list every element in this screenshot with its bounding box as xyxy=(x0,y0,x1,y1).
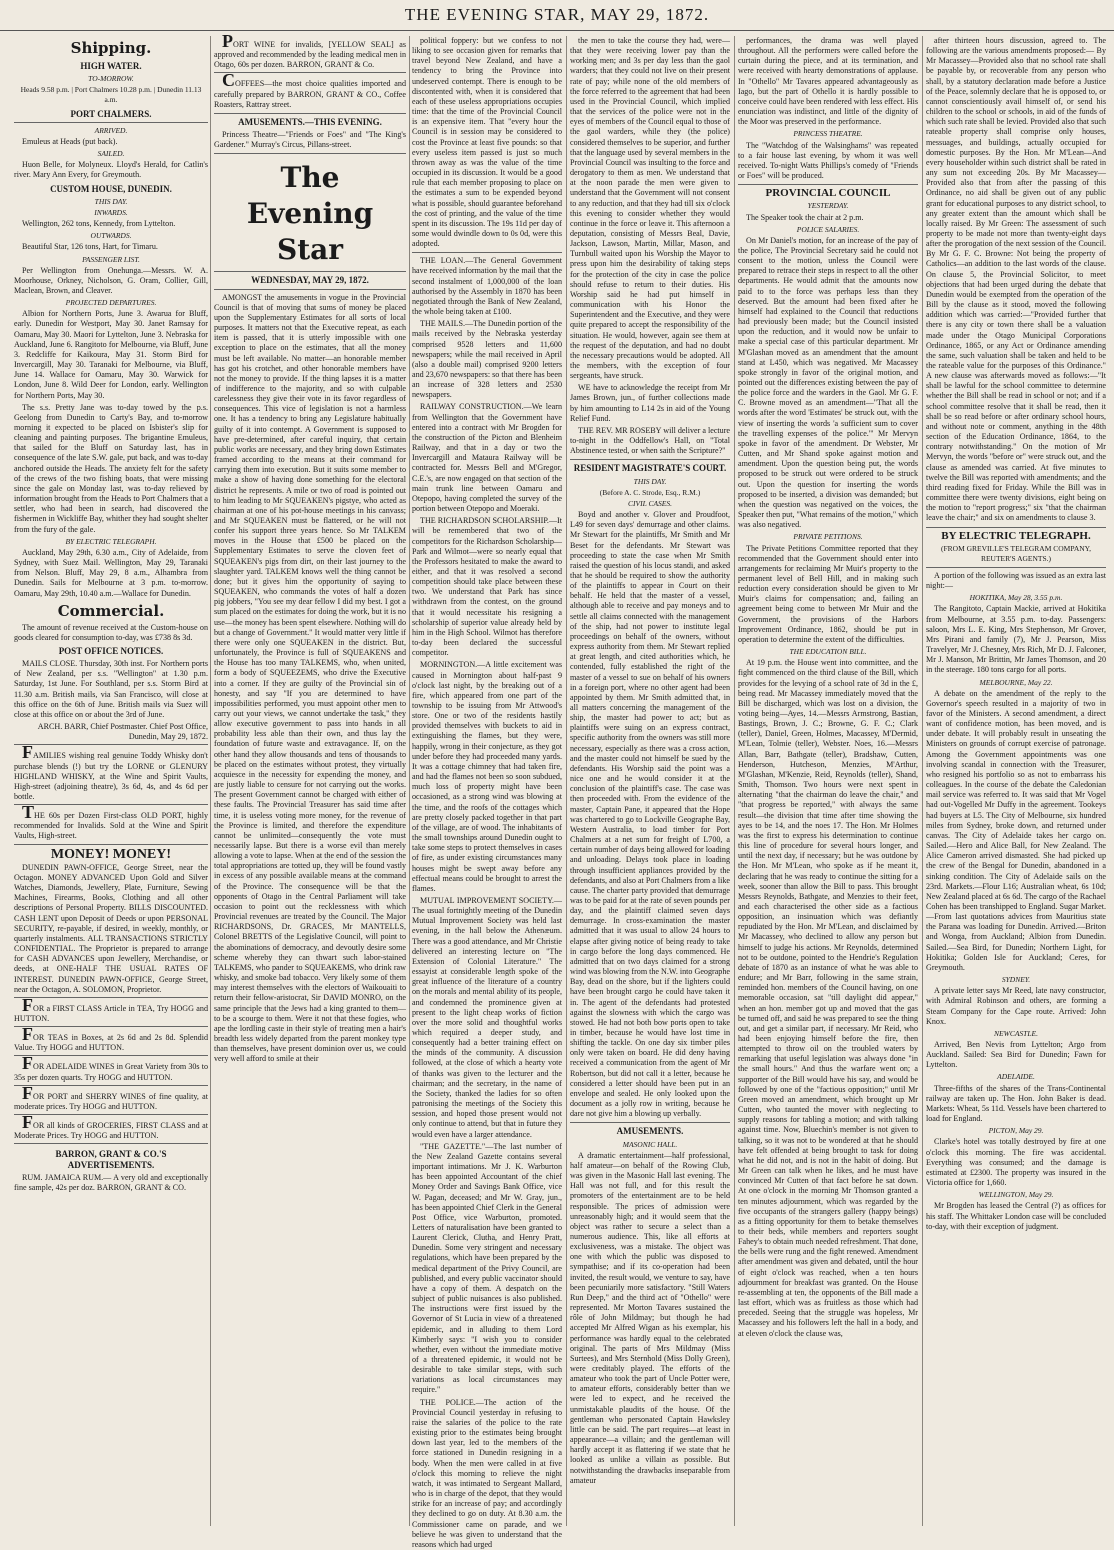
column-2 xyxy=(214,31,406,1526)
amusements-heading: AMUSEMENTS. xyxy=(616,1126,684,1137)
amusements-heading: AMUSEMENTS.—THIS EVENING. xyxy=(238,116,382,127)
port-heading: PORT CHALMERS. xyxy=(70,108,152,119)
ad-adelaide-wines: FOR ADELAIDE WINES in Great Variety from 30s to 35s per dozen quarts. Try HOGG and HUTTON. xyxy=(14,1053,208,1082)
court-day: THIS DAY. xyxy=(633,476,667,486)
melbourne-heading: MELBOURNE, May 22. xyxy=(979,677,1053,687)
masonic-review: A dramatic entertainment—half professional, half amateur—on behalf of the Rowing Club, was given in the Masonic Hall last evening. The Hall was not full, and for this result the promoters of the entertainment are to be held responsible. The prices of admission were unreasonably high; and it would seem that the object was rather to secure a select than a numerous audience. This, like all efforts at exclusiveness, was a mistake. The object was one with which the public was disposed to sympathise; and if its co-operation had been invited, the result would, we venture to say, have been pecuniarily more satisfactory. "Still Waters Run Deep," and the third act of "Othello" were represented. Mr Morton Tavares sustained the rôle of John Mildmay; but though he had accepted Mr Alfred Wigan as his exemplar, his performance was hardly equal to the celebrated original. The parts of Mrs Mildmay (Miss Surtees), and Mrs Sternhold (Miss Dolly Green), were creditably played. The efforts of the amateur who took the part of Uncle Potter were, to amateur efforts, considerably better than we were led to expect, and he received the unmistakable plaudits of the house. Of the gentleman who personated Captain Hawksley little can be said. The part requires—at least in appearance—a villain; and the gentleman will hardly accept it as flattering if we state that he looked as unlike a villain as possible. But notwithstanding the drawbacks inseparable from amateur xyxy=(570,1150,730,1485)
tomorrow-label: TO-MORROW. xyxy=(88,74,134,84)
news-police: THE POLICE.—The action of the Provincial Council yesterday in refusing to raise the salaries of the police to the rate existing prior to the estimates being brought down last year, led to the members of the force stationed in Dunedin resigning in a body. When the men were called in at five o'clock this morning to relieve the night watch, it was intimated to Sergeant Mallard, who is in charge of the depot, that they would strike for an increase of pay; and accordingly they declined to go on duty. At 8.30 a.m. the Commissioner came on parade, and we believe he was given to understand that the reasons which had urged xyxy=(412,1397,562,1549)
column-rule xyxy=(922,36,923,1526)
news-gazette: "THE GAZETTE."—The last number of the New Zealand Gazette contains several important intimations. Mr J. K. Warburton has been appointed Accountant of the chief Money Order and Savings Bank Office, vice W. Pagan, deceased; and Mr W. Gray, jun., has been appointed Chief Clerk in the General Post Office, vice Warburton, promoted. Letters of naturalisation have been granted to Laurent Clerick, Clutha, and Henry Pratt, Dunedin. Some very stringent and necessary regulations, which have been prepared by the medical department of the Privy Council, are published, and every public vaccinator should have a copy of them. A despatch on the subject of public nuisances is also published. The instructions were first issued by the Governor of St Lucia in view of a threatened epidemic, and in alluding to them Lord Kimberly says: "I wish you to consider whether, even without the immediate motive of a threatened epidemic, it would not be desirable to take similar steps, with such variations as local circumstances may require." xyxy=(412,1141,562,1395)
council-report: On Mr Daniel's motion, for an increase of the pay of the police, The Provincial Secretary said he could not consent to the motion, unless the Council were prepared to retrace their steps in respect to all the other departments. He would admit that the amounts now paid to to the force was perhaps less than they deserved. But the amount had been fixed after he himself had explained to the Council that reductions had previously been made; but the Council insisted upon the reduction, and it would now be unfair to make a special case of this particular department. Mr M'Glashan moved as an amendment that the amount stand at L450, which was negatived. Mr Macassey spoke strongly in favor of the original motion, and pointed out the differences existing between the pay of the police force and the warders in the Gaol. Mr G. F. C. Browne moved as an amendment—"That all the words after the word 'Estimates' be struck out, with the view of inserting the words 'a sufficient sum to cover the travelling expenses of the police.'" Mr Mervyn spoke in favor of the amendment. Dr Webster, Mr Cutten, and Mr Shand spoke against motion and amendment. Upon the question being put, the words proposed to be struck out were ordered to be struck out. Upon the question for inserting the words proposed to be inserted, a division was demanded; but when the question was negatived on the voices, the Speaker then put, "What remains of the motion," which was also negatived. xyxy=(738,235,918,530)
petitions-text: The Private Petitions Committee reported that they recommended that the Government should enter into arrangements for reclaiming Mr Muir's property to the permanent level of Bell Hill, and in making such reduction every consideration should be given to Mr Muir's claims for compensation; and, failing an agreement being come to between Mr Muir and the Government, the provisions of the Harbors Improvement Ordinance, 1862, should be put in operation to determine the extent of the difficulties. xyxy=(738,543,918,644)
leader-article: AMONGST the amusements in vogue in the Provincial Council is that of moving that sums of money be placed upon the Supplementary Estimates for all sorts of local purposes. It matters not that the Executive repeat, as each item is passed, that it is utterly impossible with one exception to place on the estimates, that all the money must be left available. No matter—an honorable member has got his crotchet, and other honorable members have not the money to provide. If the thing lapses it is a matter of indifference to the majority, and so with culpable carelessness they give their vote in its favor regardless of consequences. This vice of legislation is not a harmless one. It has a tendency to bring any Legislature habitually guilty of it into contempt. A Government is supposed to have pre-determined, after careful inquiry, that certain public works are necessary, and they bring down Estimates framed according to the means at their command for carrying them into execution. But it suits some member to make a show of having done something for the electoral district he represents. A mile or two of road is pointed out to him leading to Mr SQUEAKEN's pigstye, who acted as chairman at one of his pot-house meetings in his canvass; and Mr SQUEAKEN must be flattered, or he will not confer his support three years hence. So Mr TALKEM moves in the House that £500 be placed on the Supplementary Estimates to serve the cloven feet of SQUEAKEN's pigs from dirt, on their last journey to the slaughter yard. TALKEM knows well the thing cannot be done; but it gives him the opportunity of saying to SQUEAKEN, who commands the votes of half a dozen pig jobbers, "You see my dear fellow I did my best. I got a sum placed on the estimates for doing the work, but it is no use—the money has been spent elsewhere. Nothing will do but a change of Government." It would matter very little if there were only one SQUEAKEN in the district. But, unfortunately, the Province is full of SQUEAKENS and the House has too many TALKEMS, who, when united, form a body of SQUEEZEMS, who drive the Executive into a corner. If they are guilty of the Provincial sin of honesty, and say "If you are determined to have impossibilities performed, you must appoint other men to carry out your views, we cannot undertake the task," they allow executive government to pass into hands in all probability less able than their own, and thus lay the foundation of future waste and extravagance. If, on the other hand they allow thousands and tens of thousands to be placed on the estimates without protest, they virtually acquiesce in the necessity for expending the money, and are justly liable to censure for not carrying out the works. The present Government cannot be charged with either of these faults. The Provincial Treasurer has said time after time, it is useless voting more money, for the revenue of the Province is limited, and therefore the expenditure cannot be unlimited—consequently the vote must necessarily lapse. But there is a worse evil than merely allowing a vote to lapse. When at the end of the session the total appropriations are totted up, they will be found vastly in excess of any possible available means at the command of the Province. The consequence will be that the opponents of Otago in the Central Parliament will take occasion to point out the recklessness with which Provincial revenues are treated by the Council. The Major RICHARDSONS, Dr. GRACES, Mr MANTELLS, Colonel BRETTS of the Legislative Council, will point to the abominations of democracy, and devoutly desire some scheme whereby they can thwart such labor-stained TALKEMS, who pander to SQUEAKEMS, who drink raw whisky, and smoke bad tobacco. Very likely some of them may interest themselves with the electors of Waikouaiti to return their fellow-aristocrat, Sir DAVID MONRO, on the same principle that the Jews had a king granted to them—to be a scourge to them. Were it not that these fogies, who ape the lordling caste in their style of treating men a hair's breadth less widely departed from the parent monkey type than themselves, have present dominion over us, we could very well afford to smile at their xyxy=(214,292,406,1064)
arrived-heading: ARRIVED. xyxy=(94,125,128,135)
masonic-continued: performances, the drama was well played throughout. All the performers were called before the curtain during the piece, and at its termination, and were received with hearty demonstrations of applause. In "Othello" Mr Tavares appeared advantageously as Iago, but the part of Othello it is hardly possible to conceive could have been rendered with less effect. His enunciation was indistinct, and little of the dignity of the Moor was preserved in the performance. xyxy=(738,36,918,127)
postmaster-signature: ARCH. BARR, Chief Postmaster. Chief Post Office, Dunedin, May 29, 1872. xyxy=(37,722,208,742)
princess-text: The "Watchdog of the Walsinghams" was repeated to a fair house last evening, by whom it was well received. To-night Watts Phillips's comedy of "Friends or Foes" will be produced. xyxy=(738,140,918,181)
ad-old-port: THE 60s per Dozen First-class OLD PORT, highly recommended for Invalids. Sold at the Wine and Spirit Vaults, High-street. xyxy=(14,802,208,841)
mails-text: MAILS CLOSE. Thursday, 30th inst. For Northern ports of New Zealand, per s.s. "Wellington" at 1.30 p.m. Saturday, 1st June. For Southland, per s.s. Storm Bird at 11.30 a.m. British mails, via San Francisco, will close at this office on the 6th of June. British mails via Suez will close at this office on or about the 3rd of June. xyxy=(14,659,208,719)
education-continued: after thirteen hours discussion, agreed to. The following are the various amendments proposed:— By Mr Macassey—Provided also that no school rate shall be payable by, or recoverable from any person who shall, by a statutory declaration made before a Justice of the Peace, solemnly declare that he is opposed to, or cannot conscientiously avail himself of, or send his children to the school or schools, in aid of the funds of which such rate shall be levied. Provided also that such rateable property shall comprise only houses, messuages, and buildings, actually occupied for domestic purposes. By the Hon. Mr M'Lean—And every householder within such district shall be rated in any sum not exceeding 20s. By Mr Macassey—Provided also that from after the passing of this Ordinance, no aid shall be given out of any public grant for educational purposes to any district school, to any greater extent than the amount which shall be locally raised. By Mr Green: The assessment of such property to be made not more than twenty-eight days after the prorogation of the next session of the Council. By Mr G. F. C. Browne: Not being the property of Catholics—an addition to the last words of the clause. On clause 5, the Provincial Solicitor, to meet objections that had been urged during the debate that Dunedin would be exempted from the operation of the Bill by the clause as it stood, moved the following addition which was carried:—"Provided further that there is any city or town there shall be a valuation made under the Otago Municipal Corporations Ordinance, 1865, or any Act or Ordinance amending the same, such valuation shall be taken and held to be the rateable value for the purposes of this Ordinance." A new clause was afterwards moved as follows:—"It shall be lawful for the school committee to determine whether the Bill shall be read in school or not; and if a school committee resolve that it shall be read, then it shall be so read before or after ordinary school hours, and without note or comment, anything in the 48th section of the Education Ordinance, 1864, to the contrary notwithstanding." On the motion of Mr Mervyn, the words "before or" were struck out, and the clause as amended was carried. At five minutes to twelve the Bill was reported with amendments; and the third reading fixed for Friday. While the Bill was in committee there were twenty divisions, eight being on the motion to "report progress;" six "that the chairman leave the chair;" and six on amendments to clause 3. xyxy=(926,36,1106,523)
shipping-news: The s.s. Pretty Jane was to-day towed by the p.s. Geelong from Dunedin to Carty's Bay, and to-morrow morning it expected to be placed on Isbister's slip for cleaning and painting purposes. The brigantine Emuleus, that sailed for the Bluff on Saturday last, has in consequence of the late S.W. gale, put back, and was to-day anchored outside the Heads. The anxiety felt for the safety of the crews of the two fishing boats, that were missing since the gale on Monday last, was to-day relieved by information brought from the Heads to Port Chalmers that a settler, who had been in search, had discovered the fishermen in Wickliffe Bay, whither they had sought shelter from the fury of the gale. xyxy=(14,402,208,534)
news-railway: RAILWAY CONSTRUCTION.—We learn from Wellington that the Government have entered into a contract with Mr Brogden for the construction of the Picton and Blenheim Railway, and that in a day or two the Invercargill and Mataura Railway will be contracted for. Messrs Bell and M'Gregor, C.E.'s, are now engaged on that section of the main trunk line between Oamaru and Otepopo, having completed the survey of the portion between Otepopo and Moeraki. xyxy=(412,402,562,514)
hokitika-text: The Rangitoto, Captain Mackie, arrived at Hokitika from Melbourne, at 3.55 p.m. to-day. Passengers: saloon, Mrs L. E. King, Mrs Stephenson, Mr Grover, Mrs Pirani and family (7), Mr J. Pearson, Miss Travelyer, Mr J. Chesney, Mrs Rich, Mr D. J. Falconer, Mr J. Manson, Mr Brittin, Mr James Thomson, and 20 in the steerage. 180 tons cargo for all ports. xyxy=(926,604,1106,675)
ad-port-sherry: FOR PORT and SHERRY WINES of fine quality, at moderate prices. Try HOGG and HUTTON. xyxy=(14,1082,208,1111)
ad-families: FAMILIES wishing real genuine Toddy Whisky don't purchase blends (!) but try the LORNE or GLENURY HIGHLAND WHISKY, at the Wine and Spirit Vaults, High-street (adjoining theatre), 3s 6d, 4s, and 4s 6d per bottle. xyxy=(14,742,208,801)
newcastle-text: Arrived, Ben Nevis from Lyttelton; Argo from Auckland. Sailed: Sea Bird for Dunedin; Fawn for Lyttelton. xyxy=(926,1040,1106,1070)
adelaide-text: Three-fifths of the shares of the Trans-Continental railway are taken up. The Hon. John Baker is dead. Markets: Wheat, 5s 11d. Vessels have been chartered to load for England. xyxy=(926,1083,1106,1124)
column-5 xyxy=(738,36,918,1526)
shipping-heading: Shipping. xyxy=(70,39,152,57)
column-6 xyxy=(926,36,1106,1526)
ad-tea: FOR a FIRST CLASS Article in TEA, Try HOGG and HUTTON. xyxy=(14,994,208,1023)
sailed-text: Huon Belle, for Molyneux. Lloyd's Herald, for Catlin's river. Mary Ann Every, for Greymouth. xyxy=(14,160,208,180)
news-receipt: WE have to acknowledge the receipt from Mr James Brown, jun., of further collections made by him amounting to L14 2s in aid of the Young Relief Fund. xyxy=(570,383,730,423)
telegraph-heading: BY ELECTRIC TELEGRAPH. xyxy=(65,536,157,546)
departures-text: Albion for Northern Ports, June 3. Awarua for Bluff, early. Dunedin for Westport, May 30. Janet Ramsay for Oamaru, May 30. Maori for Lyttelton, June 3. Nebraska for Auckland, June 6. Rangitoto for Melbourne, via Bluff, June 3. Redcliffe for Kaikoura, May 31. Storm Bird for Invercargill, May 30. Taranaki for Melbourne, via Bluff, June 14. Wallace for Oamaru, May 30. Warwick for London, June 8. Wild Deer for London, early. Wellington for Northern Ports, May 30. xyxy=(14,309,208,400)
ad-coffees: COFFEES—the most choice qualities imported and carefully prepared by BARRON, GRANT & CO., Coffee Roasters, Rattray street. xyxy=(214,70,406,109)
ad-money-heading: MONEY! MONEY! xyxy=(50,846,172,862)
telegraph-text: Auckland, May 29th, 6.30 a.m., City of Adelaide, from Sydney, with Suez Mail. Wellington, May 29, Taranaki from Nelson. Bluff, May 29, 8 a.m., Alhambra from Dunedin. Sails for Melbourne at 3 p.m. to-morrow. Oamaru, May 29th, 10.40 a.m.—Wallace for Dunedin. xyxy=(14,547,208,598)
inwards-heading: INWARDS. xyxy=(94,207,128,217)
wellington-heading: WELLINGTON, May 29. xyxy=(978,1190,1054,1200)
column-3 xyxy=(412,36,562,1549)
police-continued: the men to take the course they had, were—that they were receiving lower pay than the working men; and 3s per day less than the gaol warders; that they could not live on their present rate of pay; while none of the old members of the force referred to the agreement that had been used in the Provincial Council, which implied that the services of the police were not in the eyes of members of the Council equal to those of the gaol warders, while they (the police) considered themselves to be superior, and further that the language used by several members in the Provincial Council was insulting to the force and derogatory to them as men. We understand that at the noon parade the men were given to understand that the Government will not consent to any reduction, and that they had till six o'clock this evening to consider whether they would continue in the force or leave it. This afternoon a deputation, consisting of Messrs Beal, Davie, Jackson, Lawson, Martin, Millar, Mason, and Turnbull waited upon his Worship the Mayor to press upon him the desirability of taking steps for the protection of the city in case the police should refuse to return to their duties. His Worship said he had put himself in communication with his Honor the Superintendent and the Executive, and they were quite prepared to accept the responsibility of the situation. He would, however, again see them at the request of the deputation, and had no doubt the necessary precautions would be adopted. All the members, with the exception of four sergeants, have struck. xyxy=(570,36,730,381)
council-heading: PROVINCIAL COUNCIL xyxy=(765,187,891,200)
news-roseby-lecture: THE REV. MR ROSEBY will deliver a lecture to-night in the Oddfellow's Hall, on "Total Abstinence tested, or when saith the Scripture?" xyxy=(570,425,730,456)
departures-heading: PROJECTED DEPARTURES. xyxy=(65,298,157,308)
sydney-text: A private letter says Mr Reed, late navy constructor, with Admiral Robinson and others, are forming a Steam Company for the Cape route. Arrived: John Knox. xyxy=(926,986,1106,1026)
picton-heading: PICTON, May 29. xyxy=(988,1126,1044,1136)
arrived-text: Emuleus at Heads (put back). xyxy=(22,136,118,146)
column-rule xyxy=(409,36,410,1526)
high-water-heading: HIGH WATER. xyxy=(80,61,142,71)
column-4 xyxy=(570,36,730,1526)
hokitika-heading: HOKITIKA, May 28, 3.55 p.m. xyxy=(969,593,1063,603)
adelaide-heading: ADELAIDE. xyxy=(997,1072,1035,1082)
column-1 xyxy=(14,36,208,1526)
council-day: YESTERDAY. xyxy=(807,201,849,211)
leader-continued: political foppery: but we confess to not liking to see occasion given for remarks that travel beyond New Zealand, and have a tendency to bring the Province into undeserved contempt. There is enough to be discontented with, when it is considered that each of these useless appropriations occupies time: that the time of the Provincial Council is an expensive item. That "every hour the Council is in session may be considered to cost the Province at least five pounds: so that every useless item passed is just so much thrown away as was the value of the time occupied in its discussion. It would be a good rule that each member proposing to place on the estimates a sum to be expended beyond what is possible, should guarantee beforehand the cost of printing, and the value of the time spent in its discussion. The 19s 11d per day of some would dwindle down to 0s 0d, were this adopted. xyxy=(412,36,562,249)
column-rule xyxy=(734,36,735,1526)
news-loan: THE LOAN.—The General Government have received information by the mail that the second instalment of 1,000,000 of the loan authorised by the Assembly in 1870 has been negotiated through the Bank of New Zealand, the whole being taken at £100. xyxy=(412,256,562,317)
telegraph-source: (FROM GREVILLE'S TELEGRAM COMPANY, REUTER'S AGENTS.) xyxy=(941,543,1091,563)
court-report: Boyd and another v. Glover and Proudfoot, L49 for seven days' demurrage and other claims. Mr Stewart for the plaintiffs, Mr Smith and Mr Beset for the defendants. Mr Stewart was proceeding to state the case when Mr Smith raised the question of his locus standi, and asked that he should be required to show the authority of the plaintiffs to appear in Court on their behalf. He held that the master of a vessel, although able to receive and pay moneys and to settle all claims connected with the management of the ship, had not power to institute legal proceedings on behalf of the owners, without express authority from them. Mr Stewart replied at great length, and cited authorities which, he contended, fully established the right of the master of a vessel to sue on behalf of his owners in a foreign port, where no other agent had been appointed by them. Mr Smith admitted that, in all matters concerning the management of the ship, the master had power to act; but as plaintiffs were suing on an express contract, specific authority from the owners was still more necessary, especially as there was a cross action, and the master could not himself be sued by the defendants. His Worship said the point was a nice one and he would consider it at the conclusion of the plaintiff's case. The case was then proceeded with. From the evidence of the master, Captain Pane, it appeared that the Hope was chartered to go to Lockville Geographe Bay, Western Australia, to load timber for Port Chalmers at a net sum for freight of L700, a certain number of days being allowed for loading and unloading. Delays took place in loading through insufficient appliances provided by the defendants, and also at Port Chalmers from a like cause. The charter party provided that demurrage was to be paid for at the rate of seven pounds per day, and the plaintiff claimed seven days demurrage. In cross-examination the master admitted that it was usual to allow 24 hours to elapse after giving notice of being ready to take in cargo before the long days commenced. He admitted that on two days claimed for a strong wind was blowing from the N.W. into Geographe Bay, dead on the shore, but if the lighters could have been brought cargo he could have taken it in. The agent of the defendants had protested against the slowness with which the cargo was stowed. He had not both bow ports open to take in timber, because he would have lost time in shifting the tackle. On one day six timber piles only were taken on board. He did deny having received a communication from the agent of Mr Robertson, but did not call it a letter, because he considered a letter should have been put in an envelope and sealed. He only looked upon the document as a jolly row in writing, because he dare not give him a blowing up verbally. xyxy=(570,510,730,1119)
news-mornington: MORNINGTON.—A little excitement was caused in Mornington about half-past 9 o'clock last night, by the breaking out of a fire, which appeared from one part of the township to be issuing from Mr Attwood's store. One or two of the residents hastily provided themselves with buckets to aid in extinguishing the flames, but they were, happily, wrong in their conjecture, as they got under before they had proceeded many yards. It was a cottage chimney that had taken fire, and had the flames not been so soon subdued, much loss of property might have been occasioned, as a strong wind was blowing at the time, and the roofs of the cottages which are pretty closely packed together in that part of the village, are of wood. The inhabitants of the small townships around Dunedin ought to take some steps to protect themselves in cases of fire, as under existing circumstances many houses might be swept away before any effectual means could be brought to arrest the flames. xyxy=(412,660,562,893)
ad-groceries: FOR all kinds of GROCERIES, FIRST CLASS and at Moderate Prices. Try HOGG and HUTTON. xyxy=(14,1112,208,1141)
news-mutual-improvement: MUTUAL IMPROVEMENT SOCIETY.—The usual fortnightly meeting of the Dunedin Mutual Improvement Society was held last evening, in the hall below the Athenæum. There was a good attendance, and Mr Christie delivered an interesting lecture on "The Extension of Colonial Literature." The essayist at considerable length spoke of the great influence of the literature of a country on the morals and mental ability of its people, and condemned the prominence given at present to the light cheap works of fiction over the more solid and thoughtful works which required a deeper study, and consequently had a better training effect on the minds of the community. A discussion followed, at the close of which a hearty vote of thanks was given to the lecturer and the chairman; and the secretary, in the name of the Society, thanked the ladies for so often patronising the meetings of the Society this session, and hoped those present would not only continue to attend, but that in future they would even have a larger attendance. xyxy=(412,895,562,1139)
news-mails: THE MAILS.—The Dunedin portion of the mails received by the Nebraska yesterday comprised 9528 letters and 11,600 newspapers; while the mail received in April (also a double mail) comprised 9200 letters and 23,670 newspapers: so that there has been an increase of 328 letters and 2530 newspapers. xyxy=(412,319,562,400)
education-report: At 19 p.m. the House went into committee, and the fight commenced on the third clause of the Bill, which provides for the levying of a school rate of 3d in the £, being read. Mr Macassey immediately moved that the Bill be discharged, which was lost on a division, the voting being—Ayes, 14.—Messrs Armstrong, Bastian, Bastings, Brown, J. C.; Browne, G. F. C.; Clark (teller), Daniel, Green, Holmes, Macassey, M'Dermid, M'Lean, Tolmie (teller), Webster. Noes, 16.—Messrs Allan, Barr, Bathgate (teller), Bradshaw, Cutten, Henderson, Hutcheson, Menzies, M'Arthur, M'Glashan, M'Kenzie, Reid, Reynolds (teller), Shand, Smith, Thomson. Two hours were next spent in alternating "that the chairman do leave the chair," and "that progress be reported," with always the same result—the division that time after time showing the ayes to be 14, and the noes 17. The Hon. Mr Holmes was the first to express his determination to continue this line of procedure for several hours longer, and until the next day, if necessary; but he was outdone by the Hon. Mr M'Lean, who spoke as if he meant it, declaring that he was ready to continue the sitting for a week, sooner than allow the Bill to pass. This brought Messrs Reynolds, Bathgate, and Menzies to their feet, and each characterised the other side as a factious opposition, an insinuation which was defiantly repudiated by the Hon. Mr M'Lean, and disclaimed by Mr Macassey, who declined to allow any person but himself to judge his actions. Mr Reynolds, determined not to be outdone, pointed to the Hendrie's Regulation debate of 1870 as an instance of what he was able to endure; and Mr Barr, following in the same strain, reminded hon. members of the Council having, on one memorable occasion, sat "till daylight did appear," when an hon. member got up and moved that the gas be turned off, and said he was prepared to see the thing out, and get a similar part, if necessary. Mr Reid, who had been enjoying himself before the fire, then attempted to throw oil on the troubled waters by remarking that useful legislation was always done "in the small hours." And thus the warfare went on; a supporter of the Bill would have his say, and would be followed by one of the "factious opposition;" until Mr Green moved an amendment, which brought up Mr Cutten, who taunted the mover with neglecting to supply reasons for tabling a motion; and with talking against time. Now, Bluechin's member is not given to talking, so it was not to be wondered at that he should have felt offended at being brought to task for doing what he did not, and is not in the habit of doing. But Mr Green can talk when he likes, and he must have convinced Mr Cutten of that fact before he sat down. At one o'clock in the morning Mr Thomson granted a ten minutes adjournment, which was regarded by the five occupants of the strangers gallery (happy beings) as a fitting opportunity for them to betake themselves to their beds, while members and reporters sought Fahey's to obtain much needed refreshment. That done, the bells were rung and the fight renewed. Amendment after amendment was given and debated, until the hour of eight o'clock was reached, when a ten hours adjournment for breakfast was granted. On the House re-assembling at ten, the opponents of the Bill made a last effort, which was as fruitless as those which had preceded. Seeing that the struggle was hopeless, Mr Macassey and his followers left the hall in a body, and at eleven o'clock the clause was, xyxy=(738,658,918,1338)
inwards-text: Wellington, 262 tons, Kennedy, from Lyttelton. xyxy=(22,219,176,229)
passenger-heading: PASSENGER LIST. xyxy=(82,254,140,264)
wellington-text: Mr Brogden has leased the Central (?) as offices for his staff. The Whittaker London case will be concluded to-day, with their exception of judgment. xyxy=(926,1201,1106,1231)
melbourne-text: A debate on the amendment of the reply to the Governor's speech resulted in a majority of two in favor of the Ministers. A second amendment, a direct want of confidence motion, has been moved, and is under debate. It will probably result in unseating the Ministers on grounds of corrupt exercise of patronage. Among the Government appointments was one involving scandal in connection with the Treasurer, who resigned his portfolio so as not to embarrass his colleagues. In the course of the debate the Caledonian mail service was referred to. It was said that Mr Vogel had out-Vogelled Mr Duffy in the agreement. Tookeys had buyers at L5. The City of Melbourne, six hundred miles from Sydney, broke down, and returned under canvas. The City of Adelaide takes her cargo on. Sailed.—Hero and Alice Ball, for New Zealand. The Alice Cameron arrived dismasted. She had picked up the crew of the Bengal for Dunedin, abandoned in a sinking condition. The City of Adelaide sails on the 23rd. Markets.—Flour L16; Australian wheat, 6s 10d; New Zealand placed at 6s 6d. The cargo of the Rachael Cohen has been transhipped to England. Sugar Market.—From last quotations advices from Mauritius state the Parana was loading for Dunedin. Arrived.—Briton and Wonga, from Auckland; Albion from Dunedin. Sailed.—Sea Bird, for Dunedin; Northern Light, for Hokitika; Golden Isle for Auckland; Ceres, for Greymouth. xyxy=(926,688,1106,972)
masonic-hall-heading: MASONIC HALL. xyxy=(622,1139,678,1149)
ad-port-wine: PORT WINE for invalids, [YELLOW SEAL] as approved and recommended by the leading medical men in Otago, 60s per dozen. BARRON, GRANT & Co. xyxy=(214,31,406,70)
this-day-label: THIS DAY. xyxy=(94,196,128,206)
outwards-heading: OUTWARDS. xyxy=(90,231,132,241)
sailed-heading: SAILED. xyxy=(97,149,125,159)
commercial-heading: Commercial. xyxy=(57,601,165,620)
princess-heading: PRINCESS THEATRE. xyxy=(793,129,863,139)
post-office-heading: POST OFFICE NOTICES. xyxy=(58,645,164,656)
news-scholarship: THE RICHARDSON SCHOLARSHIP.—It will be remembered that two of the competitors for the Richardson Scholarship—Park and Wilmot—were so nearly equal that the Professors hesitated to make the award to either, and that it was resolved a second competition should take place between these two. We understand that Park has since withdrawn from the contest, on the ground that it would necessitate his resigning a scholarship of superior value already held by him in the High School. Wilmot has therefore to-day been declared the successful competitor. xyxy=(412,516,562,658)
outwards-text: Beautiful Star, 126 tons, Hart, for Timaru. xyxy=(22,242,158,252)
ad-money-text: DUNEDIN PAWN-OFFICE, George Street, near the Octagon. MONEY ADVANCED Upon Gold and Silver Watches, Diamonds, Jewellery, Plate, Furniture, Sewing Machines, Firearms, Books, Clothing and all other descriptions of Personal Property. BILLS DISCOUNTED. CASH LENT upon Deposit of Deeds or upon PERSONAL SECURITY, re-payable, if desired, in weekly, monthly, or quarterly instalments. ALL TRANSACTIONS STRICTLY CONFIDENTIAL. The Proprietor is prepared to arrange for CASH ADVANCES upon Jewellery, Merchandise, or deeds, at ONE-HALF THE USUAL RATES OF INTEREST. DUNEDIN PAWN-OFFICE, George Street, near the Octagon, A. SOLOMON, Proprietor. xyxy=(14,862,208,994)
newcastle-heading: NEWCASTLE. xyxy=(994,1028,1038,1038)
court-before: (Before A. C. Strode, Esq., R.M.) xyxy=(599,487,701,497)
dateline: WEDNESDAY, MAY 29, 1872. xyxy=(251,275,369,286)
education-heading: THE EDUCATION BILL. xyxy=(789,647,867,657)
ad-teas-boxes: FOR TEAS in Boxes, at 2s 6d and 2s 8d. Splendid Value. Try HOGG and HUTTON. xyxy=(14,1024,208,1053)
revenue-text: The amount of revenue received at the Custom-house on goods cleared for consumption to-day, was £738 8s 3d. xyxy=(14,622,208,642)
civil-cases-heading: CIVIL CASES. xyxy=(627,498,673,508)
masthead: THE EVENING STAR, MAY 29, 1872. xyxy=(0,0,1114,31)
column-rule xyxy=(566,36,567,1526)
petitions-heading: PRIVATE PETITIONS. xyxy=(793,532,863,542)
council-chair: The Speaker took the chair at 2 p.m. xyxy=(746,212,864,222)
ad-rum: RUM. JAMAICA RUM.— A very old and exceptionally fine sample, 42s per doz. BARRON, GRANT & CO. xyxy=(14,1172,208,1192)
telegraph-heading: BY ELECTRIC TELEGRAPH. xyxy=(941,529,1091,542)
paper-title: The Evening Star xyxy=(246,161,374,267)
tide-times: Heads 9.58 p.m. | Port Chalmers 10.28 p.m. | Dunedin 11.13 a.m. xyxy=(20,85,202,105)
ad-barron-heading: BARRON, GRANT & CO.'S ADVERTISEMENTS. xyxy=(55,1149,167,1170)
column-rule xyxy=(210,36,211,1526)
court-heading: RESIDENT MAGISTRATE'S COURT. xyxy=(573,463,727,474)
passenger-text: Per Wellington from Onehunga.—Messrs. W. A. Moorhouse, Orkney, Nicholson, G. Oram, Collier, Gill, Maclean, Brown, and Cleaver. xyxy=(14,265,208,295)
customs-heading: CUSTOM HOUSE, DUNEDIN. xyxy=(50,183,172,194)
telegraph-intro: A portion of the following was issued as an extra last night:— xyxy=(926,570,1106,591)
sydney-heading: SYDNEY. xyxy=(1001,975,1031,985)
police-salaries-heading: POLICE SALARIES. xyxy=(796,224,860,234)
amusements-text: Princess Theatre—"Friends or Foes" and "The King's Gardener." Murray's Circus, Pillans-street. xyxy=(214,130,406,150)
picton-text: Clarke's hotel was totally destroyed by fire at one o'clock this morning. The fire was accidental. Everything was consumed; and the damage is estimated at £2300. The property was insured in the Victoria office for 1,660. xyxy=(926,1137,1106,1188)
